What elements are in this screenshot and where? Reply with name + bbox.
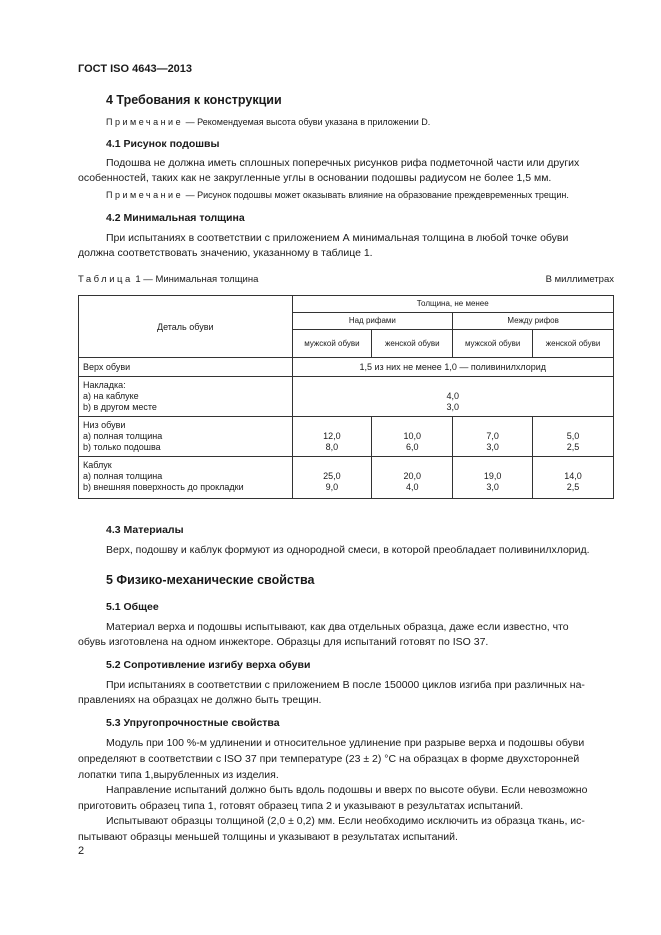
section-5-1-para-line2: обувь изготовлена на одном инжекторе. Образцы для испытаний готовят по ISO 37. — [78, 636, 489, 648]
section-4-3-para: Верх, подошву и каблук формуют из однородной смеси, в которой преобладает поливинилхлорид. — [106, 544, 590, 556]
row-bottom-women-ridges — [372, 417, 453, 457]
section-5-3-para-line7: пытывают образцы меньшей толщины и указывают в результатах испытаний. — [78, 831, 458, 843]
row-bottom-men-between — [453, 417, 533, 457]
row-bottom-women-between — [533, 417, 614, 457]
section-5-3-para-line4: Направление испытаний должно быть вдоль подошвы и вверх по высоте обуви. Если невозможно — [106, 784, 588, 796]
header-men-2: мужской обуви — [453, 330, 533, 358]
row-pad-a: a) на каблуке — [83, 391, 139, 401]
value: 25,0 — [323, 471, 341, 481]
row-pad-a-value: 4,0 — [446, 391, 459, 401]
value: 12,0 — [323, 431, 341, 441]
row-upper-label: Верх обуви — [79, 358, 293, 377]
row-heel-label — [79, 457, 293, 499]
value: 10,0 — [403, 431, 422, 441]
section-4-1-para-line2: особенностей, таких как не закругленные углы в основании подошвы радиусом не более 1,5 мм. — [78, 172, 552, 184]
header-ridges: Над рифами — [292, 313, 453, 330]
table-units: В миллиметрах — [545, 274, 614, 285]
header-between: Между рифов — [453, 313, 614, 330]
section-5-3-title: 5.3 Упругопрочностные свойства — [106, 717, 280, 729]
page-number: 2 — [78, 845, 85, 857]
table-caption-label: Таблица — [78, 274, 133, 285]
row-bottom-men-ridges — [292, 417, 372, 457]
section-5-1-title: 5.1 Общее — [106, 601, 159, 613]
row-heel-men-ridges — [292, 457, 372, 499]
row-upper-value: 1,5 из них не менее 1,0 — поливинилхлорид — [292, 358, 614, 377]
row-bottom-b: b) только подошва — [83, 442, 161, 452]
value: 14,0 — [564, 471, 582, 481]
header-men-1: мужской обуви — [292, 330, 372, 358]
note-label: Примечание — [106, 190, 184, 200]
document-header: ГОСТ ISO 4643—2013 — [78, 63, 193, 75]
row-heel-women-ridges — [372, 457, 453, 499]
row-pad-b-value: 3,0 — [446, 402, 459, 412]
section-5-2-title: 5.2 Сопротивление изгибу верха обуви — [106, 659, 311, 671]
value: 4,0 — [406, 482, 419, 492]
section-4-2-title: 4.2 Минимальная толщина — [106, 212, 245, 224]
row-pad-label — [79, 377, 293, 417]
section-5-3-para-line2: определяют в соответствии с ISO 37 при температуре (23 ± 2) °С на образцах в форме двухсторонней — [78, 753, 580, 765]
section-5-title: 5 Физико-механические свойства — [106, 573, 315, 587]
section-4-3-title: 4.3 Материалы — [106, 524, 184, 536]
note-text: — Рекомендуемая высота обуви указана в приложении D. — [183, 117, 431, 127]
section-5-2-para-line1: При испытаниях в соответствии с приложением В после 150000 циклов изгиба при различных на- — [106, 679, 585, 691]
row-heel-men-between — [453, 457, 533, 499]
value: 6,0 — [406, 442, 419, 452]
value: 2,5 — [566, 442, 580, 452]
section-4-note — [106, 117, 430, 127]
row-heel-women-between — [533, 457, 614, 499]
section-4-1-para-line1: Подошва не должна иметь сплошных поперечных рисунков рифа подметочной части или других — [106, 157, 580, 169]
table-caption-text: 1 — Минимальная толщина — [132, 274, 259, 285]
section-5-3-para-line1: Модуль при 100 %-м удлинении и относительное удлинение при разрыве верха и подошвы обуви — [106, 737, 585, 749]
value: 2,5 — [566, 482, 580, 492]
value: 8,0 — [325, 442, 339, 452]
row-pad-title: Накладка: — [83, 380, 126, 390]
header-detail: Деталь обуви — [79, 296, 293, 358]
value: 3,0 — [486, 442, 499, 452]
row-bottom-label — [79, 417, 293, 457]
note-text: — Рисунок подошвы может оказывать влияние на образование преждевременных трещин. — [183, 190, 569, 200]
row-heel-b: b) внешняя поверхность до прокладки — [83, 482, 244, 492]
header-thickness: Толщина, не менее — [292, 296, 614, 313]
section-5-3-para-line6: Испытывают образцы толщиной (2,0 ± 0,2) мм. Если необходимо исключить из образца ткань, ис- — [106, 815, 585, 827]
section-4-title: 4 Требования к конструкции — [106, 93, 282, 107]
value: 7,0 — [486, 431, 499, 441]
note-label: Примечание — [106, 117, 184, 127]
row-heel-a: a) полная толщина — [83, 471, 163, 481]
value: 20,0 — [403, 471, 422, 481]
section-4-2-para-line2: должна соответствовать значению, указанному в таблице 1. — [78, 247, 373, 259]
section-5-3-para-line3: лопатки типа 1,вырубленных из изделия. — [78, 769, 279, 781]
section-4-2-para-line1: При испытаниях в соответствии с приложением А минимальная толщина в любой точке обуви — [106, 232, 569, 244]
section-4-1-note — [106, 190, 569, 200]
value: 19,0 — [483, 471, 502, 481]
header-women-2: женской обуви — [533, 330, 614, 358]
header-women-1: женской обуви — [372, 330, 453, 358]
value: 5,0 — [566, 431, 580, 441]
row-bottom-title: Низ обуви — [83, 420, 126, 430]
section-5-1-para-line1: Материал верха и подошвы испытывают, как два отдельных образца, даже если известно, что — [106, 621, 569, 633]
row-bottom-a: a) полная толщина — [83, 431, 163, 441]
thickness-table — [78, 295, 614, 499]
value: 3,0 — [486, 482, 499, 492]
value: 9,0 — [325, 482, 339, 492]
row-heel-title: Каблук — [83, 460, 112, 470]
table-caption — [78, 274, 258, 285]
section-5-2-para-line2: правлениях на образцах не должно быть трещин. — [78, 694, 322, 706]
row-pad-values — [292, 377, 614, 417]
row-pad-b: b) в другом месте — [83, 402, 157, 412]
section-4-1-title: 4.1 Рисунок подошвы — [106, 138, 220, 150]
section-5-3-para-line5: приготовить образец типа 1, готовят образец типа 2 и указывают в результатах испытаний. — [78, 800, 524, 812]
